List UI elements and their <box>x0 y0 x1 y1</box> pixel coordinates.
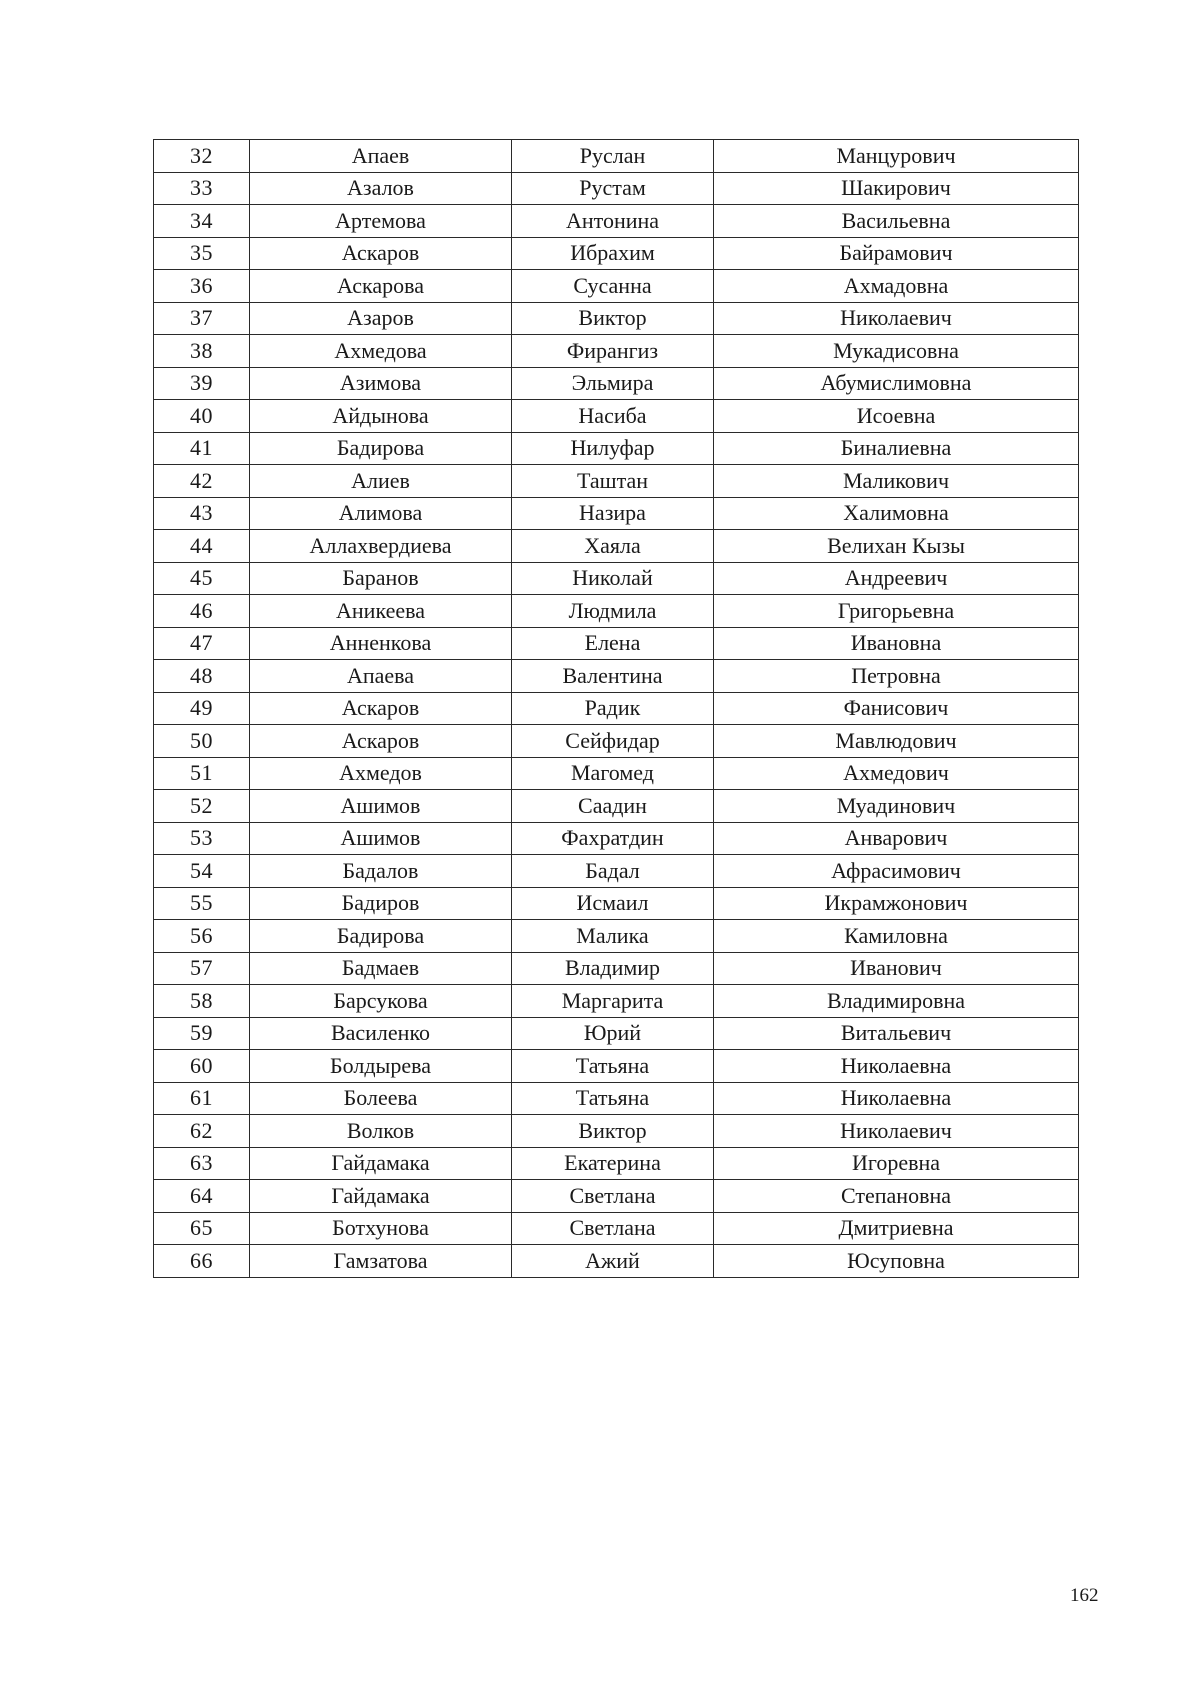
table-row <box>154 757 1079 790</box>
table-row <box>154 530 1079 563</box>
table-row <box>154 270 1079 303</box>
last-name-cell: Аскаров <box>250 237 512 270</box>
table-row <box>154 790 1079 823</box>
row-number: 41 <box>154 432 250 465</box>
first-name-cell: Ажий <box>512 1245 714 1278</box>
patronymic-cell: Байрамович <box>714 237 1079 270</box>
patronymic-cell: Мукадисовна <box>714 335 1079 368</box>
last-name-cell: Ботхунова <box>250 1212 512 1245</box>
patronymic-cell: Степановна <box>714 1180 1079 1213</box>
last-name-cell: Бадирова <box>250 432 512 465</box>
first-name-cell: Сусанна <box>512 270 714 303</box>
last-name-cell: Артемова <box>250 205 512 238</box>
first-name-cell: Нилуфар <box>512 432 714 465</box>
table-row <box>154 822 1079 855</box>
first-name-cell: Исмаил <box>512 887 714 920</box>
row-number: 62 <box>154 1115 250 1148</box>
first-name-cell: Бадал <box>512 855 714 888</box>
table-row <box>154 1180 1079 1213</box>
table-row <box>154 562 1079 595</box>
first-name-cell: Таштан <box>512 465 714 498</box>
row-number: 49 <box>154 692 250 725</box>
first-name-cell: Виктор <box>512 302 714 335</box>
first-name-cell: Виктор <box>512 1115 714 1148</box>
row-number: 56 <box>154 920 250 953</box>
first-name-cell: Радик <box>512 692 714 725</box>
last-name-cell: Алимова <box>250 497 512 530</box>
row-number: 34 <box>154 205 250 238</box>
row-number: 35 <box>154 237 250 270</box>
first-name-cell: Ибрахим <box>512 237 714 270</box>
first-name-cell: Эльмира <box>512 367 714 400</box>
row-number: 43 <box>154 497 250 530</box>
last-name-cell: Аскаров <box>250 725 512 758</box>
last-name-cell: Гайдамака <box>250 1180 512 1213</box>
last-name-cell: Волков <box>250 1115 512 1148</box>
last-name-cell: Василенко <box>250 1017 512 1050</box>
table-row <box>154 952 1079 985</box>
row-number: 59 <box>154 1017 250 1050</box>
table-row <box>154 660 1079 693</box>
first-name-cell: Владимир <box>512 952 714 985</box>
first-name-cell: Магомед <box>512 757 714 790</box>
table-row <box>154 887 1079 920</box>
table-row <box>154 140 1079 173</box>
row-number: 66 <box>154 1245 250 1278</box>
table-row <box>154 302 1079 335</box>
row-number: 63 <box>154 1147 250 1180</box>
patronymic-cell: Велихан Кызы <box>714 530 1079 563</box>
row-number: 37 <box>154 302 250 335</box>
row-number: 48 <box>154 660 250 693</box>
patronymic-cell: Николаевич <box>714 302 1079 335</box>
last-name-cell: Аникеева <box>250 595 512 628</box>
row-number: 45 <box>154 562 250 595</box>
first-name-cell: Юрий <box>512 1017 714 1050</box>
patronymic-cell: Афрасимович <box>714 855 1079 888</box>
table-row <box>154 335 1079 368</box>
patronymic-cell: Николаевич <box>714 1115 1079 1148</box>
first-name-cell: Фахратдин <box>512 822 714 855</box>
patronymic-cell: Ахмедович <box>714 757 1079 790</box>
last-name-cell: Болеева <box>250 1082 512 1115</box>
last-name-cell: Бадалов <box>250 855 512 888</box>
last-name-cell: Айдынова <box>250 400 512 433</box>
patronymic-cell: Камиловна <box>714 920 1079 953</box>
first-name-cell: Маргарита <box>512 985 714 1018</box>
row-number: 57 <box>154 952 250 985</box>
first-name-cell: Елена <box>512 627 714 660</box>
name-table-body <box>154 140 1079 1278</box>
table-row <box>154 692 1079 725</box>
row-number: 42 <box>154 465 250 498</box>
patronymic-cell: Дмитриевна <box>714 1212 1079 1245</box>
row-number: 47 <box>154 627 250 660</box>
table-row <box>154 1050 1079 1083</box>
patronymic-cell: Шакирович <box>714 172 1079 205</box>
patronymic-cell: Григорьевна <box>714 595 1079 628</box>
table-row <box>154 1147 1079 1180</box>
last-name-cell: Гайдамака <box>250 1147 512 1180</box>
patronymic-cell: Халимовна <box>714 497 1079 530</box>
patronymic-cell: Ивановна <box>714 627 1079 660</box>
patronymic-cell: Николаевна <box>714 1050 1079 1083</box>
first-name-cell: Назира <box>512 497 714 530</box>
row-number: 36 <box>154 270 250 303</box>
last-name-cell: Бадмаев <box>250 952 512 985</box>
row-number: 52 <box>154 790 250 823</box>
patronymic-cell: Ахмадовна <box>714 270 1079 303</box>
patronymic-cell: Маликович <box>714 465 1079 498</box>
last-name-cell: Гамзатова <box>250 1245 512 1278</box>
table-row <box>154 985 1079 1018</box>
table-row <box>154 367 1079 400</box>
row-number: 38 <box>154 335 250 368</box>
first-name-cell: Татьяна <box>512 1082 714 1115</box>
last-name-cell: Азалов <box>250 172 512 205</box>
row-number: 44 <box>154 530 250 563</box>
row-number: 50 <box>154 725 250 758</box>
first-name-cell: Руслан <box>512 140 714 173</box>
first-name-cell: Малика <box>512 920 714 953</box>
table-row <box>154 237 1079 270</box>
table-row <box>154 1245 1079 1278</box>
last-name-cell: Азимова <box>250 367 512 400</box>
row-number: 46 <box>154 595 250 628</box>
name-table <box>153 139 1079 1278</box>
table-row <box>154 855 1079 888</box>
patronymic-cell: Биналиевна <box>714 432 1079 465</box>
first-name-cell: Николай <box>512 562 714 595</box>
row-number: 60 <box>154 1050 250 1083</box>
patronymic-cell: Икрамжонович <box>714 887 1079 920</box>
row-number: 55 <box>154 887 250 920</box>
row-number: 39 <box>154 367 250 400</box>
page-number: 162 <box>1070 1585 1099 1606</box>
row-number: 61 <box>154 1082 250 1115</box>
last-name-cell: Азаров <box>250 302 512 335</box>
patronymic-cell: Исоевна <box>714 400 1079 433</box>
first-name-cell: Саадин <box>512 790 714 823</box>
last-name-cell: Баранов <box>250 562 512 595</box>
first-name-cell: Екатерина <box>512 1147 714 1180</box>
table-row <box>154 920 1079 953</box>
last-name-cell: Бадирова <box>250 920 512 953</box>
row-number: 64 <box>154 1180 250 1213</box>
last-name-cell: Бадиров <box>250 887 512 920</box>
table-row <box>154 1115 1079 1148</box>
last-name-cell: Аскаров <box>250 692 512 725</box>
patronymic-cell: Николаевна <box>714 1082 1079 1115</box>
table-row <box>154 465 1079 498</box>
last-name-cell: Барсукова <box>250 985 512 1018</box>
table-row <box>154 1212 1079 1245</box>
table-row <box>154 172 1079 205</box>
table-row <box>154 627 1079 660</box>
last-name-cell: Болдырева <box>250 1050 512 1083</box>
patronymic-cell: Иванович <box>714 952 1079 985</box>
row-number: 53 <box>154 822 250 855</box>
patronymic-cell: Юсуповна <box>714 1245 1079 1278</box>
last-name-cell: Апаев <box>250 140 512 173</box>
row-number: 58 <box>154 985 250 1018</box>
last-name-cell: Ашимов <box>250 790 512 823</box>
row-number: 40 <box>154 400 250 433</box>
patronymic-cell: Муадинович <box>714 790 1079 823</box>
row-number: 65 <box>154 1212 250 1245</box>
patronymic-cell: Фанисович <box>714 692 1079 725</box>
patronymic-cell: Анварович <box>714 822 1079 855</box>
table-row <box>154 497 1079 530</box>
table-row <box>154 595 1079 628</box>
patronymic-cell: Мавлюдович <box>714 725 1079 758</box>
table-row <box>154 1017 1079 1050</box>
first-name-cell: Сейфидар <box>512 725 714 758</box>
patronymic-cell: Васильевна <box>714 205 1079 238</box>
patronymic-cell: Абумислимовна <box>714 367 1079 400</box>
last-name-cell: Ахмедов <box>250 757 512 790</box>
first-name-cell: Хаяла <box>512 530 714 563</box>
patronymic-cell: Игоревна <box>714 1147 1079 1180</box>
first-name-cell: Фирангиз <box>512 335 714 368</box>
table-row <box>154 432 1079 465</box>
first-name-cell: Светлана <box>512 1212 714 1245</box>
table-row <box>154 400 1079 433</box>
row-number: 54 <box>154 855 250 888</box>
table-row <box>154 205 1079 238</box>
patronymic-cell: Петровна <box>714 660 1079 693</box>
first-name-cell: Людмила <box>512 595 714 628</box>
row-number: 32 <box>154 140 250 173</box>
last-name-cell: Анненкова <box>250 627 512 660</box>
patronymic-cell: Владимировна <box>714 985 1079 1018</box>
first-name-cell: Светлана <box>512 1180 714 1213</box>
first-name-cell: Насиба <box>512 400 714 433</box>
patronymic-cell: Манцурович <box>714 140 1079 173</box>
first-name-cell: Валентина <box>512 660 714 693</box>
first-name-cell: Татьяна <box>512 1050 714 1083</box>
last-name-cell: Аскарова <box>250 270 512 303</box>
first-name-cell: Антонина <box>512 205 714 238</box>
table-row <box>154 725 1079 758</box>
patronymic-cell: Витальевич <box>714 1017 1079 1050</box>
row-number: 51 <box>154 757 250 790</box>
last-name-cell: Ахмедова <box>250 335 512 368</box>
first-name-cell: Рустам <box>512 172 714 205</box>
last-name-cell: Ашимов <box>250 822 512 855</box>
last-name-cell: Апаева <box>250 660 512 693</box>
row-number: 33 <box>154 172 250 205</box>
table-row <box>154 1082 1079 1115</box>
last-name-cell: Аллахвердиева <box>250 530 512 563</box>
patronymic-cell: Андреевич <box>714 562 1079 595</box>
last-name-cell: Алиев <box>250 465 512 498</box>
